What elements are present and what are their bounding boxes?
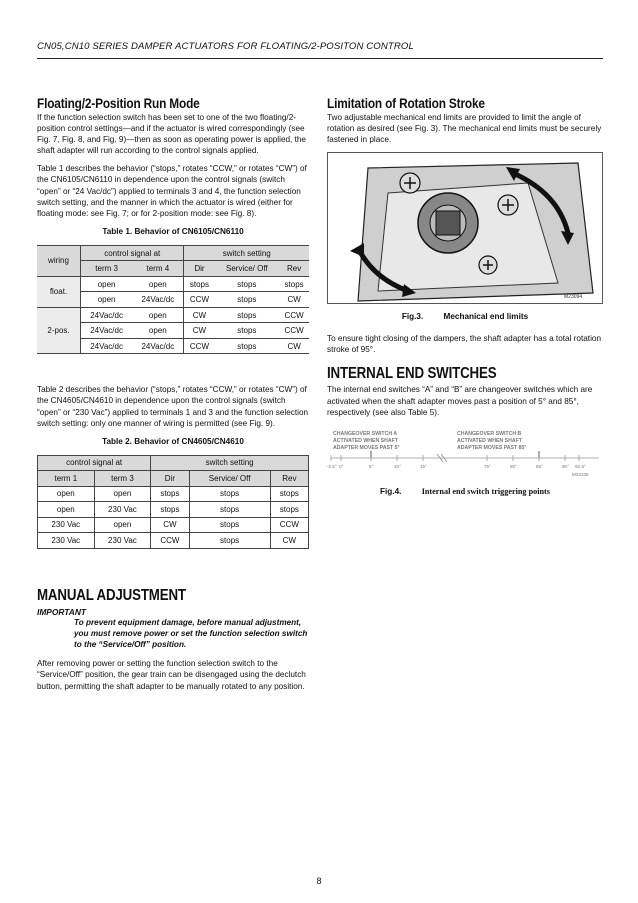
table1-caption: Table 1. Behavior of CN6105/CN6110	[102, 226, 244, 236]
fig3-label: Fig.3.	[401, 312, 424, 322]
table1-sub-term3: term 3	[81, 261, 133, 277]
table-row	[38, 533, 309, 549]
table-cell: stops	[214, 323, 279, 339]
floating-paragraph-2: Table 1 describes the behavior (“stops,” rotates “CCW,” or rotates “CW”) of the CN6105/CN6110 in dependence upon the control signals (switch “open” or “24 Vac/dc”) applied to terminals 3 and 4, the function selection switch setting, and the manner in which the actuator is wired (either for floating mode: see Fig. 7; or for 2-position mode: see Fig. 8).	[37, 164, 307, 218]
table-cell: 230 Vac	[38, 533, 95, 549]
header-rule	[37, 58, 603, 59]
table-cell: stops	[151, 486, 189, 502]
table1-group-label: 2-pos.	[37, 307, 81, 354]
table-cell: CCW	[184, 292, 215, 308]
table2-header-control: control signal at	[38, 455, 151, 471]
tick-label: 90°	[562, 463, 569, 469]
tick-label: 92.5°	[575, 463, 586, 469]
actuator-illustration	[328, 153, 602, 303]
table2-sub-term3: term 3	[94, 471, 151, 487]
table1-group-label: float.	[37, 276, 81, 307]
table-cell: open	[81, 276, 133, 292]
right-column	[327, 96, 603, 508]
table2-header-row	[38, 455, 309, 471]
table1-header-switch: switch setting	[184, 245, 309, 261]
fig4-code: M23106	[572, 471, 589, 477]
tick-label: 5°	[369, 463, 374, 469]
table-cell: 24Vac/dc	[132, 338, 184, 354]
running-header: CN05,CN10 SERIES DAMPER ACTUATORS FOR FLOATING/2-POSITON CONTROL	[37, 41, 414, 52]
table-cell: CCW	[279, 307, 309, 323]
table-row	[37, 307, 309, 323]
tick-label: 80°	[510, 463, 517, 469]
table-cell: stops	[214, 292, 279, 308]
table-row	[38, 486, 309, 502]
endswitch-paragraph: The internal end switches “A” and “B” are changeover switches which are activated when the shaft adapter moves past a position of 5° and 85°, respectively (see also Table 5).	[327, 385, 593, 417]
fig4-caption	[327, 487, 603, 496]
fig4-switch-diagram	[327, 425, 603, 481]
manual-paragraph: After removing power or setting the function selection switch to the “Service/Off” position, the gear train can be disengaged using the declutch button, permitting the shaft adapter to be manually rotated to any position.	[37, 659, 306, 691]
left-column	[37, 96, 309, 699]
table-cell: CW	[279, 292, 309, 308]
page-number: 8	[316, 876, 322, 886]
table-cell: CCW	[279, 323, 309, 339]
table-cell: open	[81, 292, 133, 308]
endswitch-heading: INTERNAL END SWITCHES	[327, 365, 497, 383]
table1-header-control: control signal at	[81, 245, 184, 261]
floating-paragraph-1: If the function selection switch has been set to one of the two floating/2-position control settings—and if the actuator is wired correspondingly (see Fig. 7, Fig. 8, and Fig. 9)—then as soon as operating power is applied, the shaft adapter will run according to the control signals applied.	[37, 113, 306, 156]
table2-caption: Table 2. Behavior of CN4605/CN4610	[102, 436, 244, 446]
table1-sub-term4: term 4	[132, 261, 184, 277]
table-cell: CCW	[270, 517, 308, 533]
table-cell: CCW	[184, 338, 215, 354]
table-cell: 24Vac/dc	[81, 338, 133, 354]
table2-intro-paragraph: Table 2 describes the behavior (“stops,” rotates “CCW,” or rotates “CW”) of the CN4605/CN4610 in dependence upon the control signals (switch “open” or “230 Vac”) applied to terminals 1 and 3 and the function selection switch setting: only one manner of wiring is permitted (see Fig. 9).	[37, 385, 309, 428]
tick-label: 85°	[536, 463, 543, 469]
table1-header-wiring: wiring	[37, 245, 81, 276]
important-warning: To prevent equipment damage, before manual adjustment, you must remove power or set the function selection switch to the “Service/Off” position.	[74, 617, 308, 650]
switch-a-line2: ACTIVATED WHEN SHAFT	[333, 437, 398, 444]
tick-label: 0°	[339, 463, 344, 469]
limitation-paragraph: Two adjustable mechanical end limits are provided to limit the angle of rotation as desired (see Fig. 3). The mechanical end limits must be securely fastened in place.	[327, 113, 602, 145]
table-cell: stops	[270, 502, 308, 518]
fig4-title: Internal end switch triggering points	[421, 486, 550, 496]
limitation-paragraph-2: To ensure tight closing of the dampers, the shaft adapter has a total rotation stroke of 95°.	[327, 334, 601, 355]
tick-label: 10°	[394, 463, 401, 469]
table-cell: stops	[189, 502, 270, 518]
table-cell: open	[94, 517, 151, 533]
fig3-mechanical-end-limits	[327, 152, 603, 304]
table-cell: stops	[279, 276, 309, 292]
switch-a-line1: CHANGEOVER SWITCH A	[333, 430, 398, 437]
fig3-code: M23094	[564, 294, 583, 301]
table1-sub-service: Service/ Off	[214, 261, 279, 277]
table-cell: open	[38, 502, 95, 518]
table-cell: 24Vac/dc	[81, 307, 133, 323]
switch-b-line1: CHANGEOVER SWITCH B	[457, 430, 522, 437]
table-row	[38, 502, 309, 518]
table-cell: 24Vac/dc	[132, 292, 184, 308]
tick-label: 75°	[484, 463, 491, 469]
floating-heading: Floating/2-Position Run Mode	[37, 96, 200, 111]
table2-sub-dir: Dir	[151, 471, 189, 487]
table1	[37, 245, 309, 355]
table-cell: open	[94, 486, 151, 502]
table2-sub-rev: Rev	[270, 471, 308, 487]
table-cell: 230 Vac	[38, 517, 95, 533]
switch-b-line3: ADAPTER MOVES PAST 85°	[457, 444, 527, 451]
table2	[37, 455, 309, 549]
table-cell: 230 Vac	[94, 533, 151, 549]
table-cell: CW	[270, 533, 308, 549]
table-cell: stops	[214, 276, 279, 292]
table1-sub-dir: Dir	[184, 261, 215, 277]
manual-heading: MANUAL ADJUSTMENT	[37, 586, 186, 604]
table2-subheader-row	[38, 471, 309, 487]
table-cell: CW	[151, 517, 189, 533]
fig3-title: Mechanical end limits	[443, 312, 529, 322]
table-cell: stops	[270, 486, 308, 502]
table-row	[38, 517, 309, 533]
tick-label: 15°	[420, 463, 427, 469]
limitation-heading: Limitation of Rotation Stroke	[327, 96, 485, 111]
table1-sub-rev: Rev	[279, 261, 309, 277]
table-cell: stops	[189, 533, 270, 549]
table-cell: stops	[189, 517, 270, 533]
table-cell: stops	[151, 502, 189, 518]
table2-header-switch: switch setting	[151, 455, 309, 471]
table-cell: CW	[184, 307, 215, 323]
table-cell: open	[132, 323, 184, 339]
table-cell: stops	[184, 276, 215, 292]
important-label: IMPORTANT	[37, 606, 87, 617]
switch-b-line2: ACTIVATED WHEN SHAFT	[457, 437, 522, 444]
table2-sub-service: Service/ Off	[189, 471, 270, 487]
table-cell: 24Vac/dc	[81, 323, 133, 339]
table-cell: CCW	[151, 533, 189, 549]
tick-label: -2.5°	[327, 463, 337, 469]
table1-header-row	[37, 245, 309, 261]
table-cell: open	[132, 276, 184, 292]
table-cell: stops	[189, 486, 270, 502]
table-cell: CW	[184, 323, 215, 339]
fig4-label: Fig.4.	[380, 486, 402, 496]
table-cell: stops	[214, 338, 279, 354]
fig3-caption	[327, 312, 603, 321]
table-cell: CW	[279, 338, 309, 354]
table-cell: 230 Vac	[94, 502, 151, 518]
table-cell: stops	[214, 307, 279, 323]
table-row	[37, 276, 309, 292]
switch-a-line3: ADAPTER MOVES PAST 5°	[333, 444, 400, 451]
table-cell: open	[38, 486, 95, 502]
table-cell: open	[132, 307, 184, 323]
table2-sub-term1: term 1	[38, 471, 95, 487]
